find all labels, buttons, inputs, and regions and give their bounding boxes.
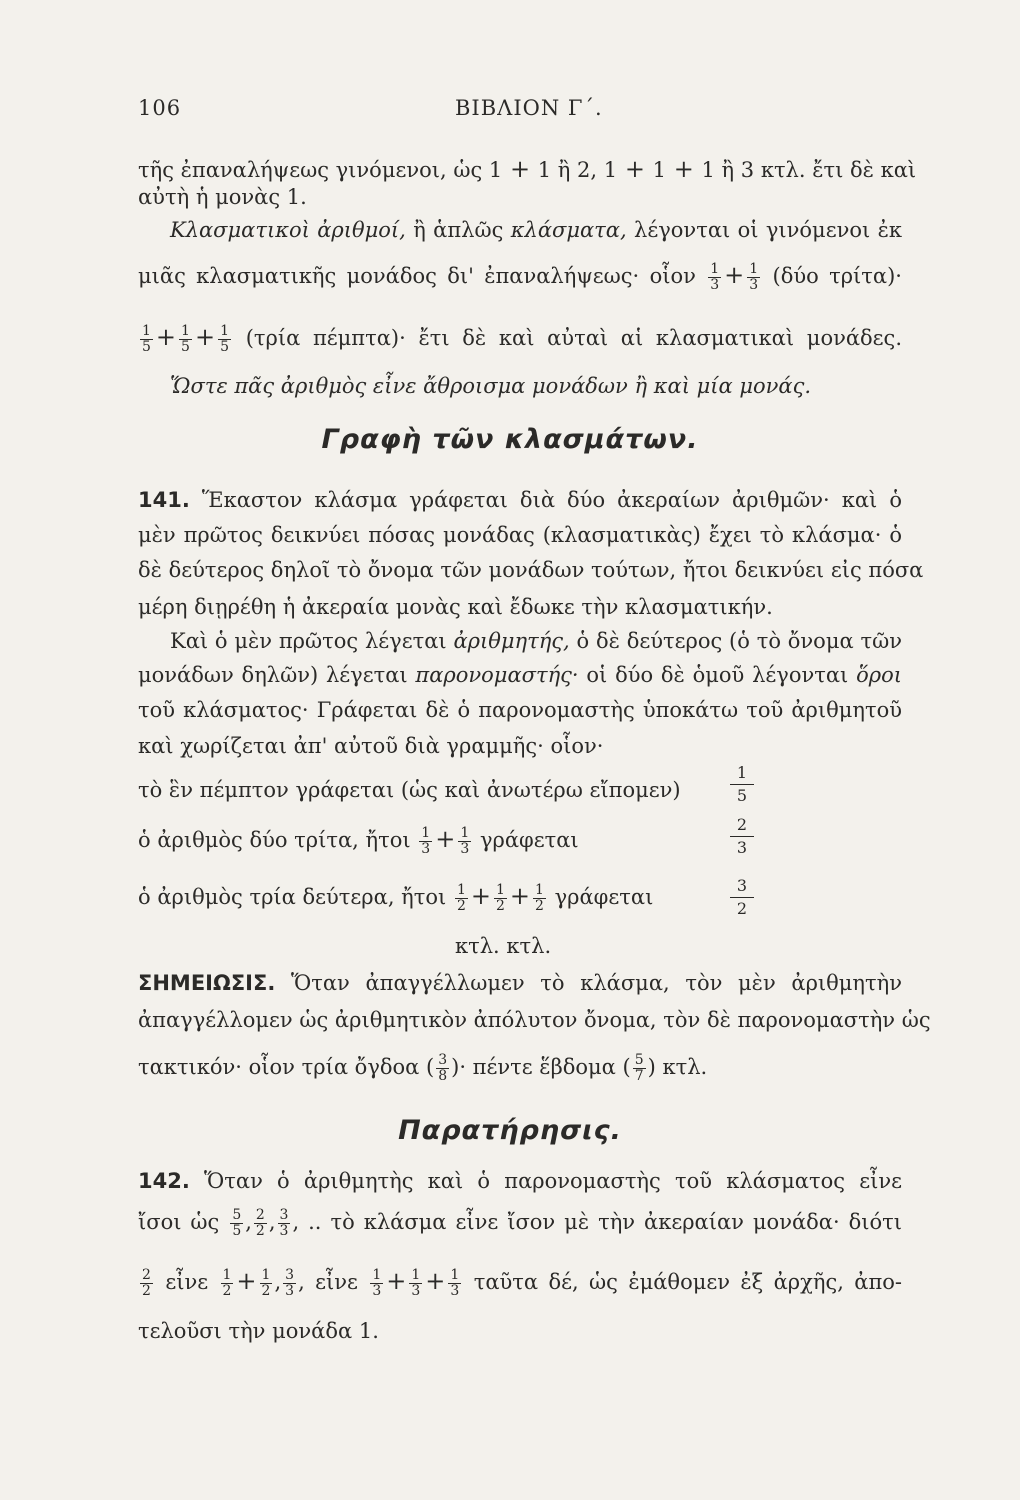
fraction: $\frac{1}{3}$ [411,1267,421,1299]
paragraph-line: αὐτὴ ἡ μονὰς 1. [138,185,307,209]
paragraph-line: 142. Ὅταν ὁ ἀριθμητὴς καὶ ὁ παρονομαστὴς τοῦ κλάσματος εἶνε [138,1169,902,1193]
fraction: $\frac{2}{2}$ [255,1207,265,1239]
paragraph-line: ἀπαγγέλλομεν ὡς ἀριθμητικὸν ἀπόλυτον ὄνομα, τὸν δὲ παρονομαστὴν ὡς [138,1008,931,1032]
fraction: $\frac{1}{2}$ [261,1267,271,1299]
fraction: $\frac{1}{2}$ [495,882,505,914]
fraction: $\frac{5}{5}$ [232,1207,242,1239]
paragraph-line: ἴσοι ὡς $\frac{5}{5}$ , $\frac{2}{2}$ , $\frac{3}{3}$ , .. τὸ κλάσμα εἶνε ἴσον μὲ τὴν ἀκεραίαν μονάδα· διότι [138,1207,902,1239]
paragraph-line: Ὥστε πᾶς ἀριθμὸς εἶνε ἄθροισμα μονάδων ἢ καὶ μία μονάς. [170,374,812,398]
paragraph-line: τακτικόν· οἷον τρία ὄγδοα ( $\frac{3}{8}$ )· πέντε ἕβδομα ( $\frac{5}{7}$ ) κτλ. [138,1052,708,1084]
fraction: $\frac{1}{2}$ [456,882,466,914]
fraction: $\frac{1}{3}$ [421,825,431,857]
paragraph-line: 141. Ἕκαστον κλάσμα γράφεται διὰ δύο ἀκεραίων ἀριθμῶν· καὶ ὁ [138,488,902,512]
etc-line: κτλ. κτλ. [455,934,552,958]
paragraph-line: καὶ χωρίζεται ἀπ' αὐτοῦ διὰ γραμμῆς· οἷον· [138,734,604,758]
fraction: $\frac{1}{5}$ [181,323,190,355]
paragraph-line: τοῦ κλάσματος· Γράφεται δὲ ὁ παρονομαστὴς ὑποκάτω τοῦ ἀριθμητοῦ [138,698,902,722]
fraction: $\frac{1}{3}$ [450,1267,460,1299]
paragraph-line: Κλασματικοὶ ἀριθμοί, ἢ ἁπλῶς κλάσματα, λέγονται οἱ γινόμενοι ἐκ [170,218,902,242]
paragraph-line: δὲ δεύτερος δηλοῖ τὸ ὄνομα τῶν μονάδων τούτων, ἤτοι δεικνύει εἰς πόσα [138,558,924,582]
fraction: $\frac{5}{7}$ [634,1052,644,1084]
section-title: Γραφὴ τῶν κλασμάτων. [321,424,699,455]
page-number: 106 [138,96,182,120]
paragraph-line: τῆς ἐπαναλήψεως γινόμενοι, ὡς 1 + 1 ἢ 2, 1 + 1 + 1 ἢ 3 κτλ. ἔτι δὲ καὶ [138,155,917,183]
paragraph-line: μιᾶς κλασματικῆς μονάδος δι' ἐπαναλήψεως· οἷον $\frac{1}{3}$ + $\frac{1}{3}$ (δύο τρίτα)· [138,261,902,293]
paragraph-line: $\frac{1}{5}$ + $\frac{1}{5}$ + $\frac{1}{5}$ (τρία πέμπτα)· ἔτι δὲ καὶ αὐταὶ αἱ κλασματικαὶ μονάδες. [142,323,902,355]
fraction: $\frac{3}{3}$ [279,1207,289,1239]
note-label: ΣΗΜΕΙΩΣΙΣ. [138,971,276,995]
fraction: $\frac{1}{2}$ [535,882,544,914]
paragraph-line: ΣΗΜΕΙΩΣΙΣ. Ὅταν ἀπαγγέλλωμεν τὸ κλάσμα, τὸν μὲν ἀριθμητὴν [138,971,902,995]
paragraph-line: μονάδων δηλῶν) λέγεται παρονομαστής· οἱ δύο δὲ ὁμοῦ λέγονται ὅροι [138,663,902,687]
fraction: $\frac{1}{3}$ [372,1267,382,1299]
example-line: τὸ ἓν πέμπτον γράφεται (ὡς καὶ ἀνωτέρω εἴπομεν) [138,778,681,802]
paragraph-line: μὲν πρῶτος δεικνύει πόσας μονάδας (κλασματικὰς) ἔχει τὸ κλάσμα· ὁ [138,523,902,547]
section-number: 141. [138,488,190,512]
fraction: 1 5 [730,762,754,807]
fraction: $\frac{1}{2}$ [222,1267,232,1299]
fraction: $\frac{1}{3}$ [749,261,759,293]
fraction: $\frac{1}{3}$ [710,261,720,293]
example-line: ὁ ἀριθμὸς δύο τρίτα, ἤτοι $\frac{1}{3}$ + $\frac{1}{3}$ γράφεται [138,825,579,857]
fraction: 2 3 [730,814,754,859]
paragraph-line: Καὶ ὁ μὲν πρῶτος λέγεται ἀριθμητής, ὁ δὲ δεύτερος (ὁ τὸ ὄνομα τῶν [170,629,902,653]
paragraph-line: $\frac{2}{2}$ εἶνε $\frac{1}{2}$ + $\frac{1}{2}$ , $\frac{3}{3}$ , εἶνε $\frac{1}{3}$ + $\frac{1}{3}$ + $\frac{1}{3}$ ταῦτα δέ, ὡς ἐμάθομεν ἐξ ἀρχῆς, ἀπο- [142,1267,903,1299]
paragraph-line: τελοῦσι τὴν μονάδα 1. [138,1319,379,1343]
section-title: Παρατήρησις. [398,1115,622,1146]
example-line: ὁ ἀριθμὸς τρία δεύτερα, ἤτοι $\frac{1}{2}$ + $\frac{1}{2}$ + $\frac{1}{2}$ γράφεται [138,882,654,914]
fraction: $\frac{1}{5}$ [142,323,151,355]
fraction: 3 2 [730,875,754,920]
fraction: $\frac{3}{8}$ [438,1052,448,1084]
running-title: ΒΙΒΛΙΟΝ Γ΄. [455,96,603,120]
section-number: 142. [138,1169,190,1193]
fraction: $\frac{1}{3}$ [460,825,470,857]
fraction: $\frac{1}{5}$ [220,323,229,355]
fraction: $\frac{2}{2}$ [142,1267,151,1299]
paragraph-line: μέρη διῃρέθη ἡ ἀκεραία μονὰς καὶ ἔδωκε τὴν κλασματικήν. [138,595,773,619]
fraction: $\frac{3}{3}$ [285,1267,295,1299]
